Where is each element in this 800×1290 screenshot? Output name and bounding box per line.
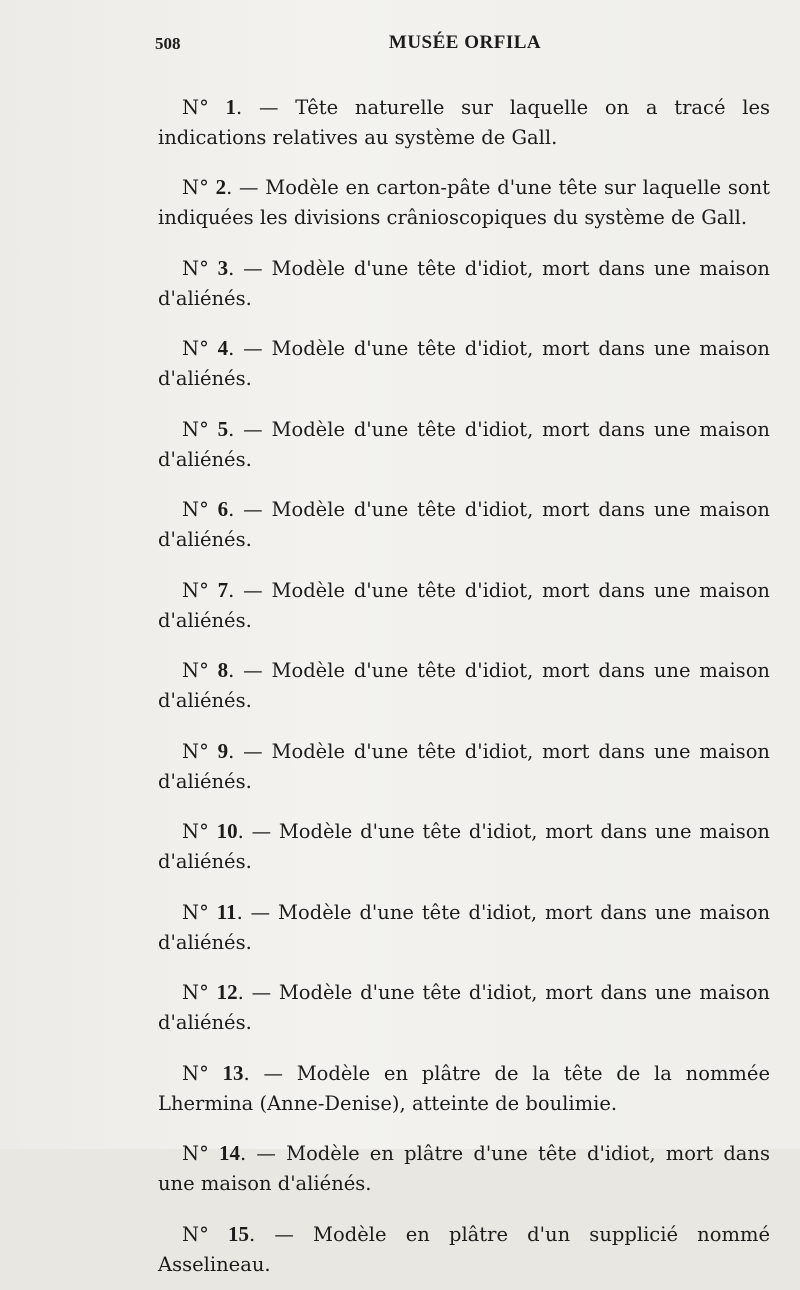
entry-text: . — Modèle d'une tête d'idiot, mort dans une maison d'aliénés. — [158, 578, 770, 632]
entry-number: 2 — [215, 175, 227, 199]
entry-text: . — Modèle d'une tête d'idiot, mort dans une maison d'aliénés. — [158, 337, 770, 390]
catalog-entry — [158, 575, 770, 636]
entry-label: N° — [182, 1061, 209, 1085]
entry-label: N° — [182, 1142, 209, 1165]
catalog-entry — [158, 494, 770, 555]
entry-number: 9 — [217, 738, 229, 763]
entry-number: 4 — [217, 336, 229, 360]
entry-label: N° — [182, 739, 209, 763]
entry-number: 15 — [227, 1221, 249, 1246]
entry-text: . — Modèle d'une tête d'idiot, mort dans une maison d'aliénés. — [158, 820, 770, 873]
entry-label: N° — [182, 578, 209, 602]
entry-number: 1 — [225, 94, 237, 119]
entry-label: N° — [182, 1222, 209, 1246]
page-header — [155, 30, 775, 58]
entry-number: 11 — [216, 899, 237, 924]
catalog-entry — [158, 977, 770, 1038]
catalog-entry — [158, 253, 770, 314]
entry-number: 13 — [222, 1060, 244, 1085]
catalog-entries — [158, 72, 770, 1290]
entry-label: N° — [182, 659, 209, 682]
entry-text: . — Modèle d'une tête d'idiot, mort dans une maison d'aliénés. — [158, 739, 770, 793]
catalog-entry — [158, 1058, 770, 1119]
entry-number: 5 — [217, 416, 229, 441]
entry-label: N° — [182, 337, 209, 360]
catalog-entry — [158, 1138, 770, 1199]
entry-text: . — Modèle en plâtre d'un supplicié nommé Asselineau. — [158, 1222, 770, 1276]
catalog-entry — [158, 414, 770, 475]
catalog-entry — [158, 897, 770, 958]
page-number: 508 — [155, 34, 181, 53]
entry-text: . — Modèle d'une tête d'idiot, mort dans une maison d'aliénés. — [158, 900, 771, 954]
running-title: MUSÉE ORFILA — [388, 32, 542, 53]
catalog-entry — [158, 816, 770, 877]
entry-number: 6 — [217, 497, 229, 521]
catalog-entry — [158, 655, 770, 716]
entry-label: N° — [182, 256, 209, 280]
entry-text: . — Modèle en plâtre d'une tête d'idiot, mort dans une maison d'aliénés. — [158, 1142, 770, 1195]
entry-text: . — Modèle d'une tête d'idiot, mort dans une maison d'aliénés. — [158, 981, 770, 1034]
catalog-entry — [158, 736, 770, 797]
entry-label: N° — [182, 417, 209, 441]
entry-text: . — Modèle en plâtre de la tête de la nommée Lhermina (Anne-Denise), atteinte de boulimie. — [158, 1061, 771, 1115]
entry-label: N° — [182, 95, 209, 119]
entry-text: . — Modèle d'une tête d'idiot, mort dans une maison d'aliénés. — [158, 498, 770, 551]
entry-number: 12 — [216, 980, 238, 1004]
entry-label: N° — [182, 981, 209, 1004]
entry-text: . — Tête naturelle sur laquelle on a tracé les indications relatives au système de Gall. — [158, 95, 771, 149]
entry-label: N° — [182, 176, 209, 199]
entry-text: . — Modèle en carton-pâte d'une tête sur laquelle sont indiquées les divisions crânioscopiques du système de Gall. — [158, 176, 770, 229]
entry-text: . — Modèle d'une tête d'idiot, mort dans une maison d'aliénés. — [158, 659, 770, 712]
entry-number: 3 — [217, 255, 229, 280]
catalog-entry — [158, 172, 770, 233]
entry-label: N° — [182, 820, 209, 843]
entry-number: 14 — [219, 1141, 241, 1165]
entry-number: 7 — [217, 577, 229, 602]
entry-text: . — Modèle d'une tête d'idiot, mort dans une maison d'aliénés. — [158, 417, 770, 471]
entry-number: 10 — [216, 819, 238, 843]
entry-label: N° — [182, 498, 209, 521]
entry-label: N° — [182, 900, 209, 924]
catalog-entry — [158, 333, 770, 394]
entry-number: 8 — [217, 658, 229, 682]
catalog-entry — [158, 92, 770, 153]
entry-text: . — Modèle d'une tête d'idiot, mort dans une maison d'aliénés. — [158, 256, 770, 310]
catalog-entry — [158, 1219, 770, 1280]
